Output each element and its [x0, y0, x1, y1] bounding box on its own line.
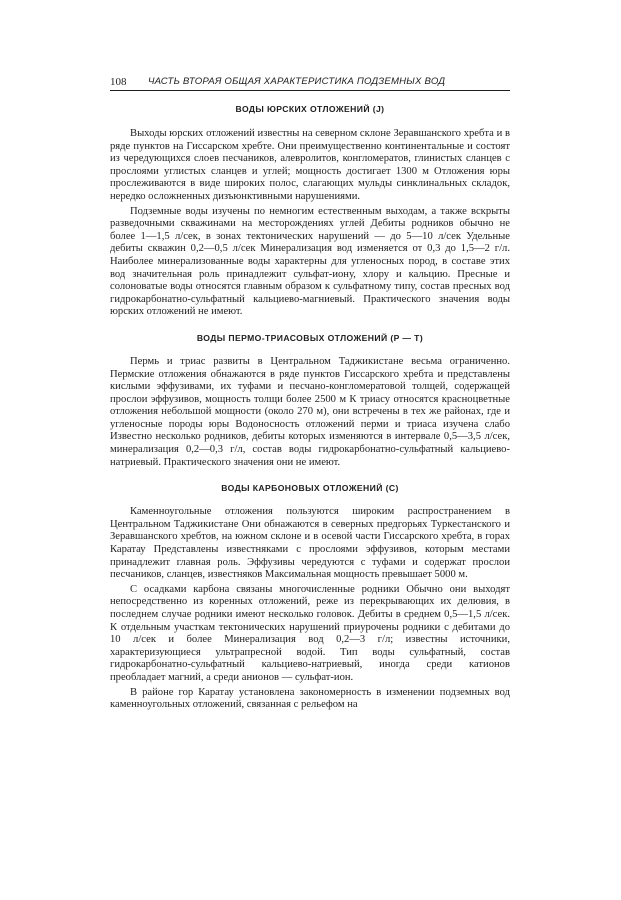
paragraph-jurassic-1: Выходы юрских отложений известны на северном склоне Зеравшанского хребта и в ряде пунктов на Гиссарском хребте. Они преимущественно континентальные и состоят из чередующихся слоев песчаников, алевролитов, конгломератов, глинистых сланцев с прослоями углистых сланцев и углей; мощность достигает 1300 м Отложения юры прослеживаются в виде широких полос, слагающих мульды синклинальных складок, нередко осложненных дизъюнктивными нарушениями. — [110, 128, 510, 202]
running-header — [110, 74, 510, 91]
section-heading-permo-triassic: ВОДЫ ПЕРМО-ТРИАСОВЫХ ОТЛОЖЕНИЙ (P — T) — [196, 332, 424, 343]
paragraph-carboniferous-3: В районе гор Каратау установлена закономерность в изменении подземных вод каменноугольных отложений, связанная с рельефом на — [110, 686, 510, 711]
paragraph-permo-triassic-1: Пермь и триас развиты в Центральном Таджикистане весьма ограниченно. Пермские отложения обнажаются в ряде пунктов Гиссарского хребта и представлены кислыми эффузивами, их туфами и песчано-конгломератовой толщей, содержащей прослои эффузивов, мощность толщи более 2500 м К триасу относятся красноцветные отложения небольшой мощности (около 270 м), они встречены в тех же районах, где и угленосные породы юры Водоносность отложений перми и триаса изучена слабо Известно несколько родников, дебиты которых изменяются в интервале 0,5—3,5 л/сек, минерализация 0,2—0,3 г/л, состав воды гидрокарбонатно-сульфатный кальциево-натриевый. Практического значения они не имеют. — [110, 355, 510, 468]
paragraph-carboniferous-1: Каменноугольные отложения пользуются широким распространением в Центральном Таджикистане Они обнажаются в северных предгорьях Туркестанского и Зеравшанского хребтов, на южном склоне и в осевой части Гиссарского хребта, в горах Каратау Представлены известняками с прослоями эффузивов, которым местами принадлежит главная роль. Эффузивы чередуются с туфами и содержат прослои песчаников, сланцев, известняков Максимальная мощность превышает 5000 м. — [110, 506, 510, 581]
book-page — [110, 74, 510, 874]
page-number: 108 — [110, 76, 127, 88]
running-title: ЧАСТЬ ВТОРАЯ ОБЩАЯ ХАРАКТЕРИСТИКА ПОДЗЕМНЫХ ВОД — [148, 76, 446, 87]
section-heading-jurassic: ВОДЫ ЮРСКИХ ОТЛОЖЕНИЙ (J) — [235, 104, 385, 114]
section-heading-carboniferous: ВОДЫ КАРБОНОВЫХ ОТЛОЖЕНИЙ (C) — [221, 483, 399, 494]
paragraph-carboniferous-2: С осадками карбона связаны многочисленные родники Обычно они выходят непосредственно из коренных отложений, реже из перекрывающих их делювия, в последнем случае родники имеют несколько головок. Дебиты в среднем 0,5—1,5 л/сек. К отдельным участкам тектонических нарушений приурочены родники с дебитами до 10 л/сек и более Минерализация вод 0,2—3 г/л; известны источники, характеризующиеся ультрапресной водой. Тип воды сульфатный, состав гидрокарбонатно-сульфатный кальциево-натриевый, иногда среди катионов преобладает магний, а среди анионов — сульфат-ион. — [110, 583, 510, 683]
paragraph-jurassic-2: Подземные воды изучены по немногим естественным выходам, а также вскрыты разведочными скважинами на месторождениях углей Дебиты родников обычно не более 1—1,5 л/сек, в зонах тектонических нарушений — до 5—10 л/сек Удельные дебиты скважин 0,2—0,5 л/сек Минерализация вод изменяется от 0,3 до 1,5—2 г/л. Наиболее минерализованные воды характерны для угленосных пород, в составе этих вод значительная роль принадлежит сульфат-иону, хлору и кальцию. Пресные и солоноватые воды относятся главным образом к сульфатному типу, состав пресных вод гидрокарбонатно-сульфатный кальциево-магниевый. Практического значения воды юрских отложений не имеют. — [110, 205, 510, 318]
